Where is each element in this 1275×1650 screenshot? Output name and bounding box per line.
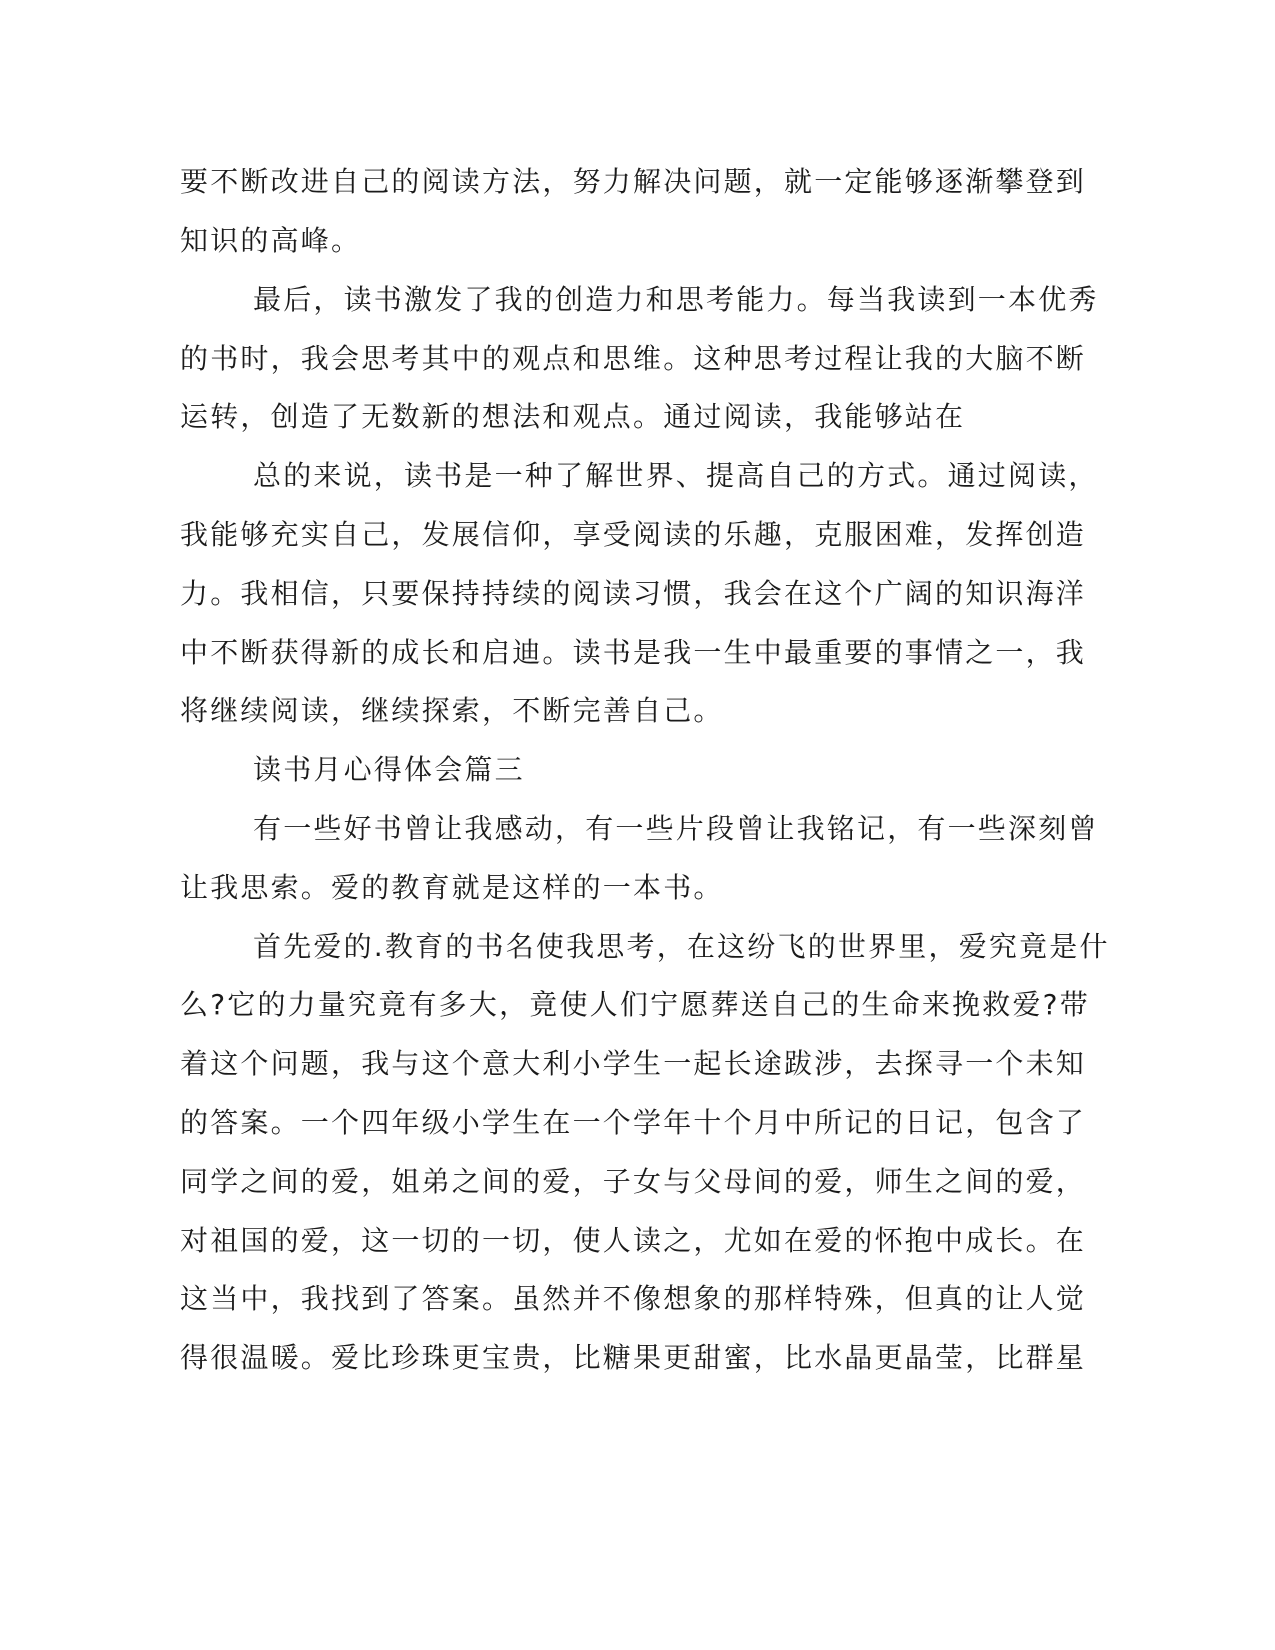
text-line: 要不断改进自己的阅读方法，努力解决问题，就一定能够逐渐攀登到 <box>180 165 1087 198</box>
text-line: 首先爱的.教育的书名使我思考，在这纷飞的世界里，爱究竟是什 <box>253 930 1110 963</box>
text-line: 知识的高峰。 <box>180 224 362 257</box>
text-line: 有一些好书曾让我感动，有一些片段曾让我铭记，有一些深刻曾 <box>253 812 1099 845</box>
text-line: 中不断获得新的成长和启迪。读书是我一生中最重要的事情之一，我 <box>180 636 1087 669</box>
text-line: 对祖国的爱，这一切的一切，使人读之，尤如在爱的怀抱中成长。在 <box>180 1224 1087 1257</box>
text-line: 最后，读书激发了我的创造力和思考能力。每当我读到一本优秀 <box>253 283 1099 316</box>
text-line: 么?它的力量究竟有多大，竟使人们宁愿葬送自己的生命来挽救爱?带 <box>180 988 1090 1021</box>
text-line: 将继续阅读，继续探索，不断完善自己。 <box>180 694 724 727</box>
text-line: 我能够充实自己，发展信仰，享受阅读的乐趣，克服困难，发挥创造 <box>180 518 1087 551</box>
text-line: 的答案。一个四年级小学生在一个学年十个月中所记的日记，包含了 <box>180 1106 1087 1139</box>
text-line: 运转，创造了无数新的想法和观点。通过阅读，我能够站在 <box>180 400 966 433</box>
text-line: 的书时，我会思考其中的观点和思维。这种思考过程让我的大脑不断 <box>180 342 1087 375</box>
text-line: 总的来说，读书是一种了解世界、提高自己的方式。通过阅读， <box>253 459 1099 492</box>
text-line: 同学之间的爱，姐弟之间的爱，子女与父母间的爱，师生之间的爱， <box>180 1165 1087 1198</box>
text-line: 这当中，我找到了答案。虽然并不像想象的那样特殊，但真的让人觉 <box>180 1282 1087 1315</box>
text-line: 让我思索。爱的教育就是这样的一本书。 <box>180 871 724 904</box>
text-line: 得很温暖。爱比珍珠更宝贵，比糖果更甜蜜，比水晶更晶莹，比群星 <box>180 1341 1087 1374</box>
text-line: 着这个问题，我与这个意大利小学生一起长途跋涉，去探寻一个未知 <box>180 1047 1087 1080</box>
text-line: 力。我相信，只要保持持续的阅读习惯，我会在这个广阔的知识海洋 <box>180 577 1087 610</box>
section-heading: 读书月心得体会篇三 <box>253 753 525 786</box>
